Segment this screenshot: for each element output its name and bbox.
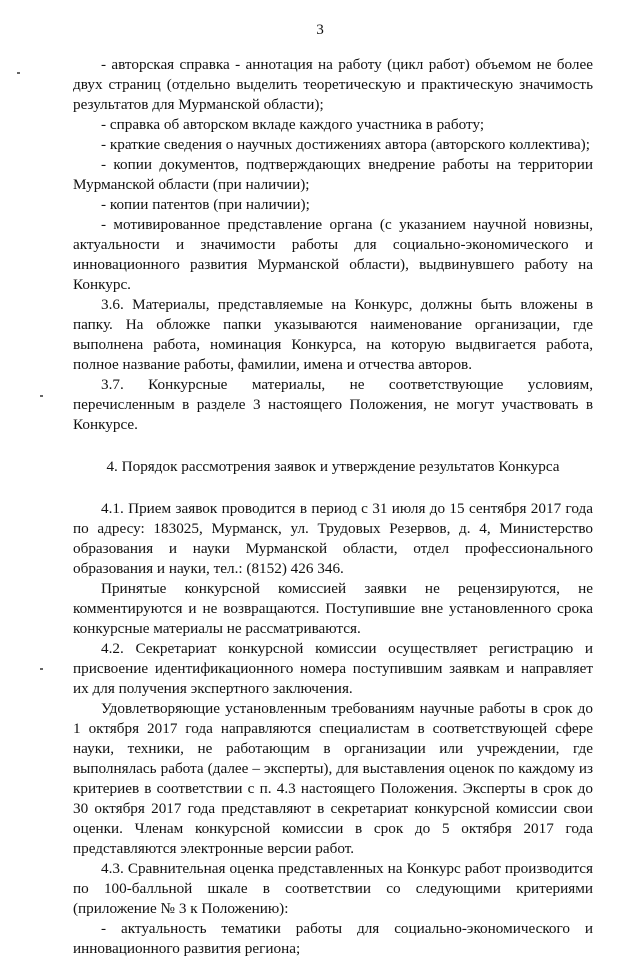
criterion-relevance: - актуальность тематики работы для социально-экономического и инновационного развития региона; <box>73 920 593 957</box>
page-number: 3 <box>316 21 324 38</box>
clause-3-6: 3.6. Материалы, представляемые на Конкурс, должны быть вложены в папку. На обложке папки указываются наименование организации, где выполнена работа, номинация Конкурса, на которую выдвигается работа, полное название работы, фамилии, имена и отчества авторов. <box>73 296 593 373</box>
scan-speck <box>17 72 20 74</box>
clause-4-1: 4.1. Прием заявок проводится в период с 31 июля до 15 сентября 2017 года по адресу: 183025, Мурманск, ул. Трудовых Резервов, д. 4, Министерство образования и науки Мурманской области, отдел профессионального образования и науки, тел.: (8152) 426 346. <box>73 500 593 577</box>
section-heading: 4. Порядок рассмотрения заявок и утверждение результатов Конкурса <box>106 458 560 475</box>
list-item-contribution-reference: - справка об авторском вкладе каждого участника в работу; <box>101 116 485 133</box>
clause-4-3: 4.3. Сравнительная оценка представленных на Конкурс работ производится по 100-балльной шкале в соответствии со следующими критериями (приложение № 3 к Положению): <box>73 860 593 917</box>
list-item-author-reference: - авторская справка - аннотация на работу (цикл работ) объемом не более двух страниц (отдельно выделить теоретическую и практическую значимость результатов для Мурманской области); <box>73 56 593 113</box>
document-body <box>73 55 593 959</box>
scan-speck <box>40 395 43 397</box>
scan-speck <box>40 668 43 670</box>
clause-4-1-note: Принятые конкурсной комиссией заявки не рецензируются, не комментируются и не возвращаются. Поступившие вне установленного срока конкурсные материалы не рассматриваются. <box>73 580 593 637</box>
list-item-implementation-docs: - копии документов, подтверждающих внедрение работы на территории Мурманской области (при наличии); <box>73 156 593 193</box>
list-item-nomination: - мотивированное представление органа (с указанием научной новизны, актуальности и значимости работы для социально-экономического и инновационного развития Мурманской области), выдвинувшего работу на Конкурс. <box>73 216 593 293</box>
clause-4-2-experts: Удовлетворяющие установленным требованиям научные работы в срок до 1 октября 2017 года направляются специалистам в соответствующей сфере науки, техники, не работающим в организации или учреждении, где выполнялась работа (далее – эксперты), для выставления оценок по каждому из критериев в соответствии с п. 4.3 настоящего Положения. Эксперты в срок до 30 октября 2017 года представляют в секретариат конкурсной комиссии свои оценки. Членам конкурсной комиссии в срок до 5 октября 2017 года представляются электронные версии работ. <box>73 700 593 857</box>
list-item-achievements: - краткие сведения о научных достижениях автора (авторского коллектива); <box>101 136 590 153</box>
clause-4-2: 4.2. Секретариат конкурсной комиссии осуществляет регистрацию и присвоение идентификационного номера поступившим заявкам и направляет их для получения экспертного заключения. <box>73 640 593 697</box>
clause-3-7: 3.7. Конкурсные материалы, не соответствующие условиям, перечисленным в разделе 3 настоящего Положения, не могут участвовать в Конкурсе. <box>73 376 593 433</box>
list-item-patents: - копии патентов (при наличии); <box>101 196 310 213</box>
